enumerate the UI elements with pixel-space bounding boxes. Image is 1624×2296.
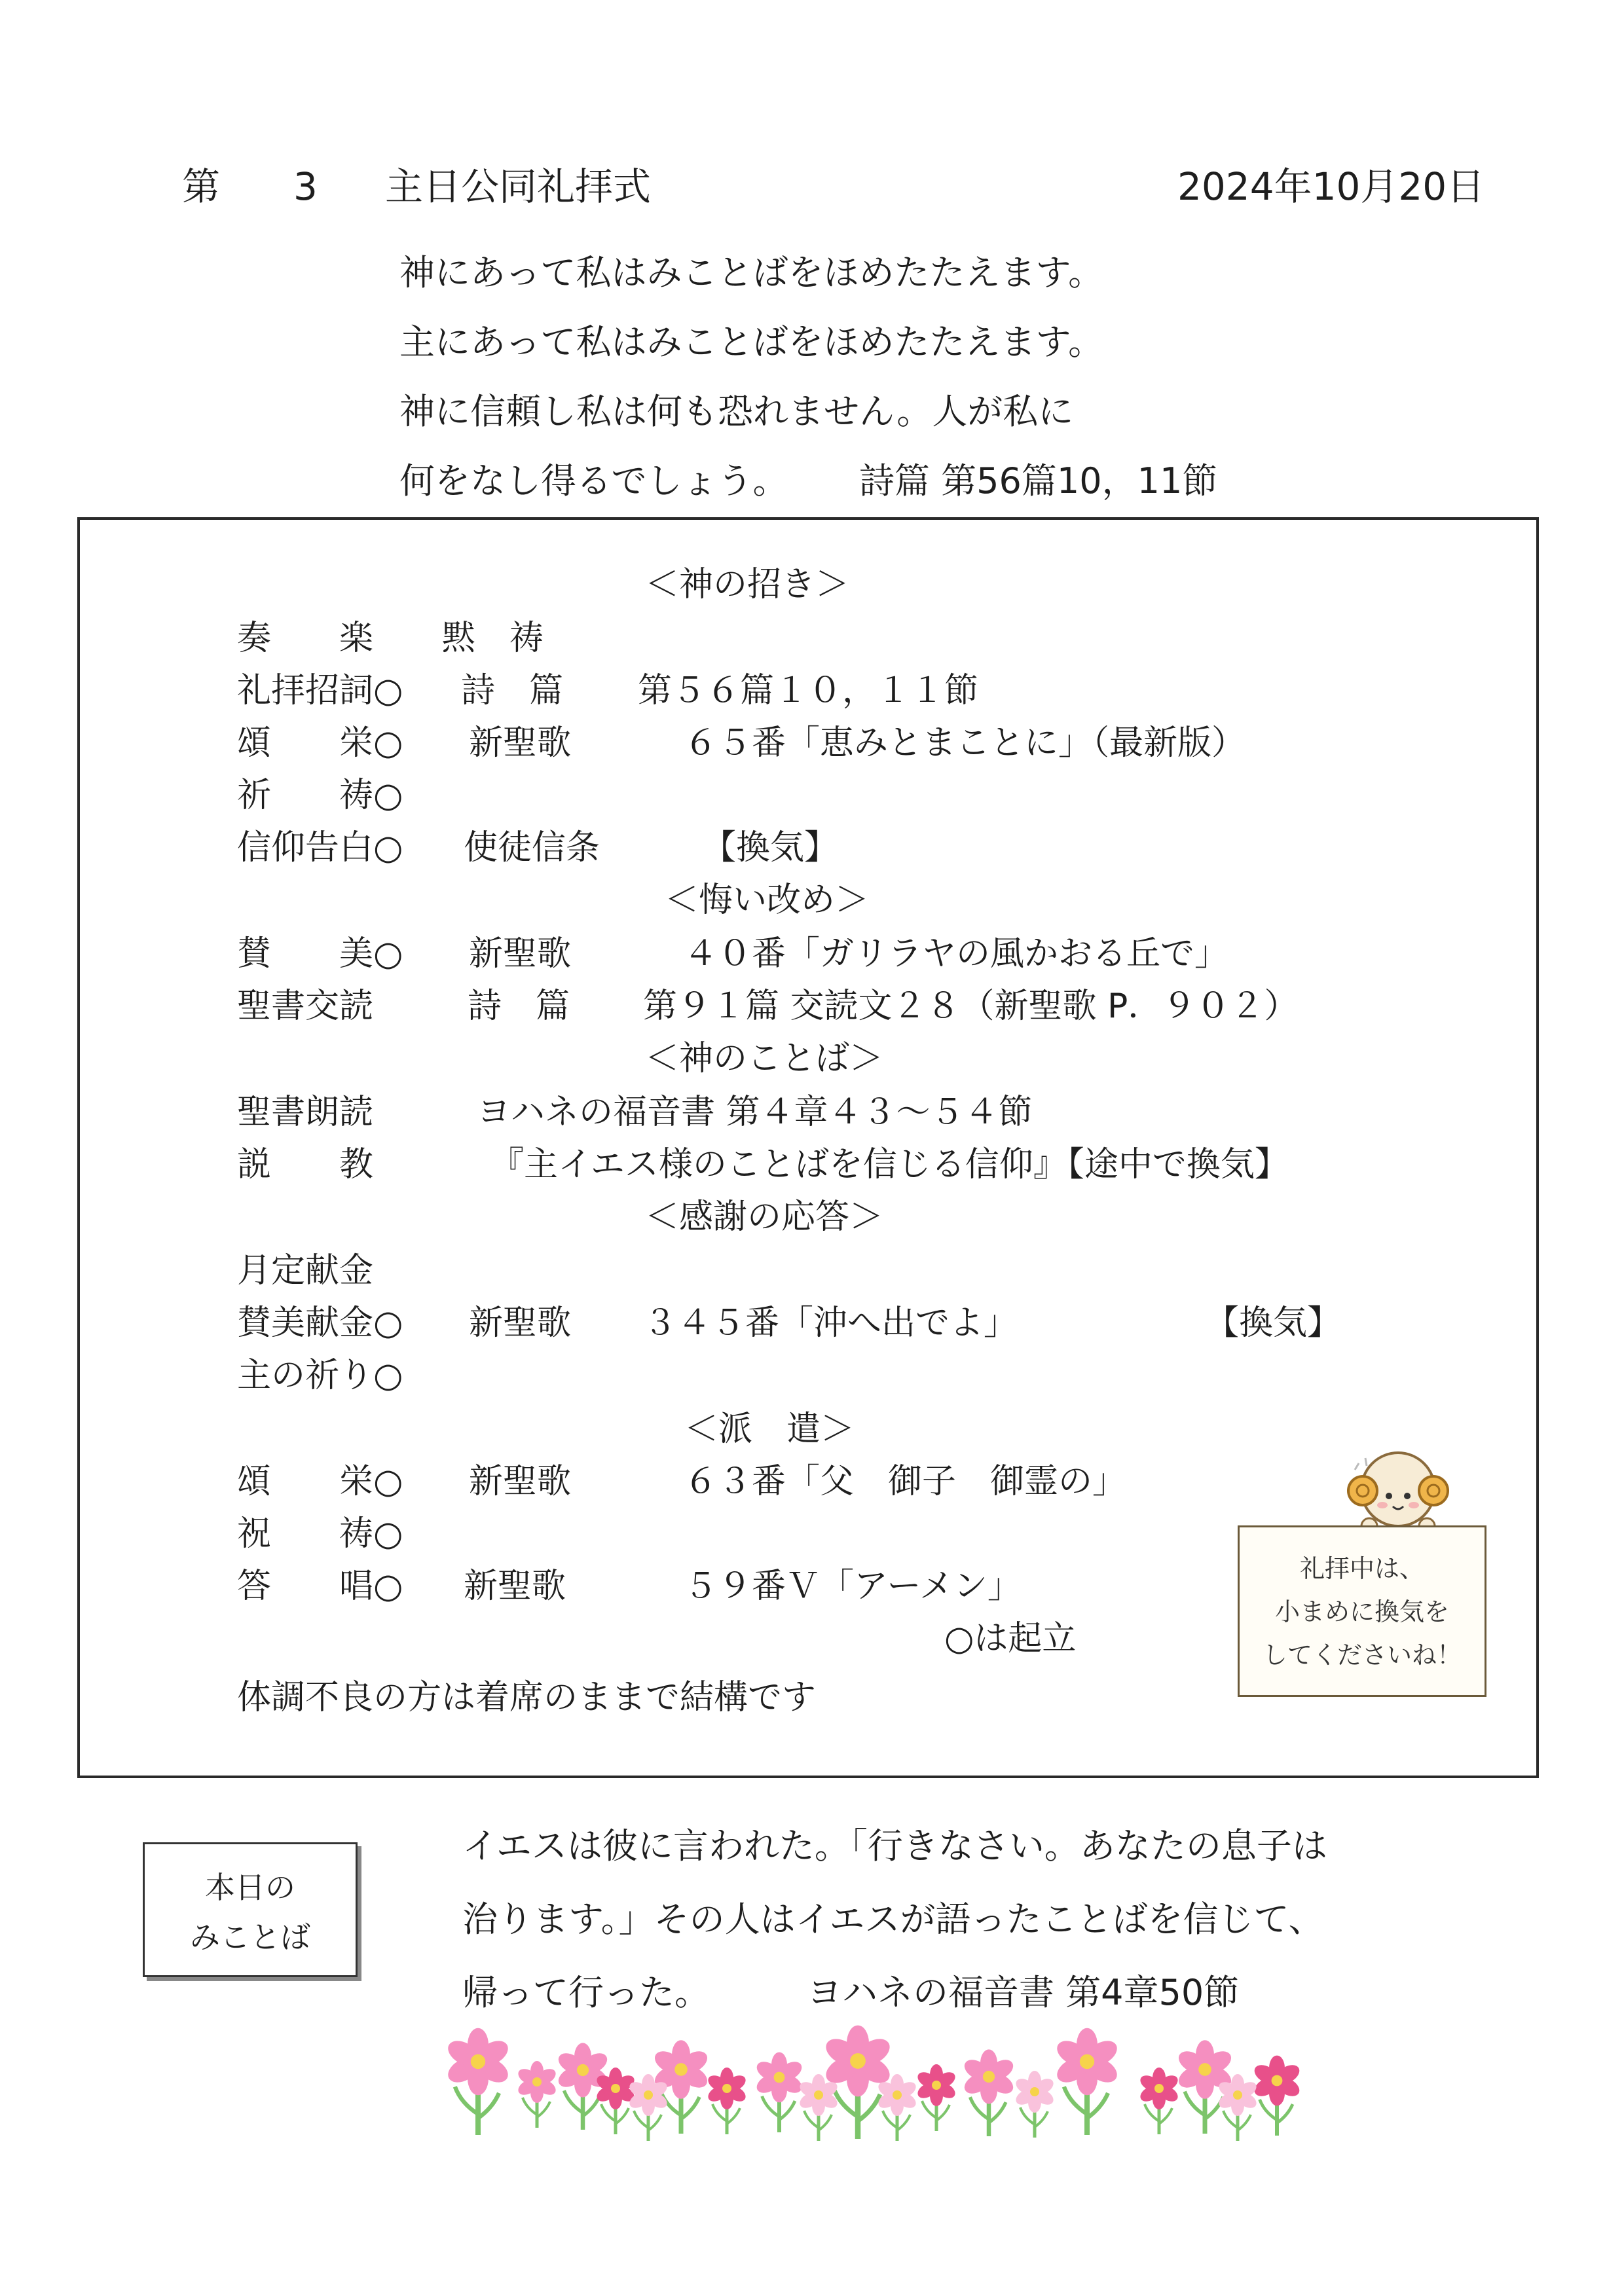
key-verse-reference: ヨハネの福音書 第4章50節 <box>807 1972 1240 2013</box>
key-verse-line: 帰って行った。 <box>462 1972 710 2013</box>
program-item-label: 賛 美○ <box>237 934 403 974</box>
program-item-source: 新聖歌 <box>469 1303 572 1343</box>
program-item-source: 新聖歌 <box>469 1462 572 1501</box>
todays-word-label: 本日の <box>205 1870 295 1905</box>
opening-verse-line: 神に信頼し私は何も恐れません。人が私に <box>399 391 1074 432</box>
note-card-line: 礼拝中は、 <box>1299 1554 1424 1583</box>
program-item-label: 主の祈り○ <box>237 1356 403 1395</box>
program-item-detail: 第５６篇１０，１１節 <box>638 671 979 710</box>
vent-note: 【換気】 <box>1205 1303 1342 1343</box>
standing-note: ○は起立 <box>944 1619 1077 1658</box>
note-card-line: してくださいね！ <box>1262 1641 1462 1669</box>
week-label: 第 <box>182 164 221 209</box>
week-number: 3 <box>293 164 318 209</box>
program-item-label: 礼拝招詞○ <box>237 671 403 710</box>
program-item-label: 頌 栄○ <box>237 1462 403 1501</box>
program-item-label: 祈 祷○ <box>237 776 403 815</box>
opening-verse-line: 主にあって私はみことばをほめたたえます。 <box>399 321 1104 363</box>
program-item-source: 詩 篇 <box>461 671 564 710</box>
program-item-source: ヨハネの福音書 第４章４３～５４節 <box>477 1093 1033 1132</box>
program-item-label: 奏 楽 黙 祷 <box>237 619 544 658</box>
todays-word-label: みことば <box>190 1920 310 1955</box>
program-item-label: 月定献金 <box>237 1251 374 1290</box>
service-date: 2024年10月20日 <box>1177 164 1485 209</box>
program-item-source: 詩 篇 <box>468 987 570 1026</box>
program-item-label: 聖書交読 <box>237 987 374 1026</box>
key-verse-line: 治ります。」その人はイエスが語ったことばを信じて、 <box>462 1899 1324 1940</box>
opening-verse-line: 神にあって私はみことばをほめたたえます。 <box>399 252 1104 293</box>
program-item-label: 祝 祷○ <box>237 1514 403 1554</box>
program-item-detail: 【換気】 <box>702 828 839 867</box>
section-heading-repentance: ＜悔い改め＞ <box>665 881 870 920</box>
sermon-title: 『主イエス様のことばを信じる信仰』【途中で換気】 <box>490 1145 1289 1184</box>
program-item-detail: ４０番「ガリラヤの風かおる丘で」 <box>684 934 1229 974</box>
program-item-source: 新聖歌 <box>464 1567 566 1606</box>
program-item-detail: 第９１篇 交読文２８（新聖歌 P．９０２） <box>643 987 1299 1026</box>
section-heading-calling: ＜神の招き＞ <box>645 565 850 604</box>
note-card-line: 小まめに換気を <box>1274 1597 1449 1626</box>
flower-border <box>439 2013 1329 2144</box>
program-item-label: 聖書朗読 <box>237 1093 374 1132</box>
section-heading-word: ＜神のことば＞ <box>645 1039 884 1078</box>
todays-word-label-box <box>143 1842 358 1977</box>
key-verse-line: イエスは彼に言われた。「行きなさい。あなたの息子は <box>462 1825 1327 1867</box>
ventilation-note-card <box>1238 1525 1486 1697</box>
service-title: 主日公同礼拝式 <box>385 164 652 209</box>
health-note: 体調不良の方は着席のままで結構です <box>237 1678 817 1717</box>
program-item-source: 新聖歌 <box>469 723 572 763</box>
program-item-detail: ６３番「父 御子 御霊の」 <box>684 1462 1127 1501</box>
program-item-label: 頌 栄○ <box>237 723 403 763</box>
opening-verse-line: 何をなし得るでしょう。 <box>399 460 788 501</box>
section-heading-sending: ＜派 遣＞ <box>684 1410 855 1449</box>
program-item-detail: ５９番Ｖ「アーメン」 <box>684 1567 1022 1606</box>
program-item-label: 賛美献金○ <box>237 1303 403 1343</box>
sheep-mascot-icon <box>1333 1444 1464 1535</box>
program-item-source: 新聖歌 <box>469 934 572 974</box>
program-item-detail: ３４５番「沖へ出でよ」 <box>643 1303 1018 1343</box>
program-item-label: 信仰告白○ <box>237 828 403 867</box>
section-heading-response: ＜感謝の応答＞ <box>645 1197 884 1237</box>
program-item-source: 使徒信条 <box>464 828 600 867</box>
program-item-detail: ６５番「恵みとまことに」（最新版） <box>684 723 1246 763</box>
program-item-label: 説 教 <box>237 1145 374 1184</box>
program-item-label: 答 唱○ <box>237 1567 403 1606</box>
opening-verse-reference: 詩篇 第56篇10，11節 <box>859 460 1218 501</box>
